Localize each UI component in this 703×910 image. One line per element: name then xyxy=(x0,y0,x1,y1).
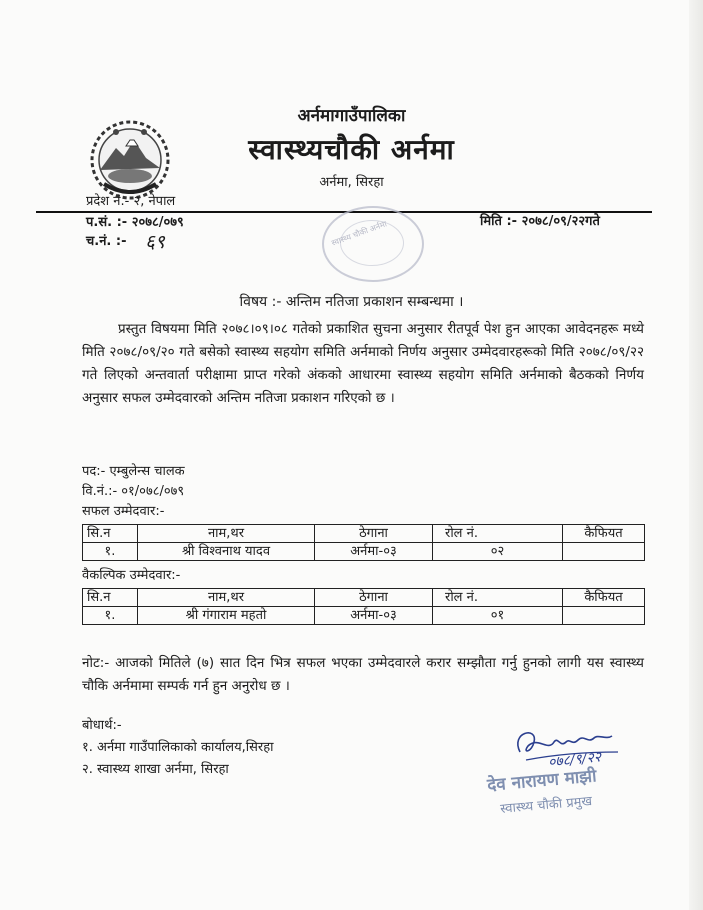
signatory-name-stamp: देव नारायण माझी xyxy=(486,766,598,796)
header-address: ठेगाना xyxy=(315,525,433,543)
office-address: अर्नमा, सिरहा xyxy=(319,175,384,190)
header-remarks: कैफियत xyxy=(563,589,645,607)
alternate-candidates-table xyxy=(82,588,645,625)
signature-date: ०७८/९/२२ xyxy=(547,749,602,771)
province-line: प्रदेश नं.- २, नेपाल xyxy=(86,194,176,209)
header-address: ठेगाना xyxy=(315,589,433,607)
table-row xyxy=(83,543,645,561)
reference-number: प.सं. :- २०७८/०७९ xyxy=(86,215,184,230)
cell-roll: ०१ xyxy=(433,607,563,625)
municipality-name: अर्नमागाउँपालिका xyxy=(297,106,406,126)
header-roll: रोल नं. xyxy=(433,525,563,543)
cell-remarks xyxy=(563,543,645,561)
dispatch-label: च.नं. :- xyxy=(86,234,127,249)
cc-title: बोधार्थ:- xyxy=(82,718,122,733)
cell-sn: १. xyxy=(83,607,138,625)
table-header-row xyxy=(83,525,645,543)
table-row xyxy=(83,607,645,625)
header-name: नाम,थर xyxy=(138,525,315,543)
cell-address: अर्नमा-०३ xyxy=(315,543,433,561)
alternate-candidates-label: वैकल्पिक उम्मेदवार:- xyxy=(82,568,181,583)
header-roll: रोल नं. xyxy=(433,589,563,607)
note-paragraph: नोट:- आजको मितिले (७) सात दिन भित्र सफल भएका उम्मेदवारले करार सम्झौता गर्नु हुनको लागी यस स्वास्थ्य चौकि अर्नमामा सम्पर्क गर्न हुन अनुरोध छ । xyxy=(82,655,644,694)
cell-roll: ०२ xyxy=(433,543,563,561)
cc-item: १. अर्नमा गाउँपालिकाको कार्यालय,सिरहा xyxy=(82,740,274,755)
signatory-designation-stamp: स्वास्थ्य चौकी प्रमुख xyxy=(499,794,593,817)
success-candidates-label: सफल उम्मेदवार:- xyxy=(82,504,165,519)
cell-address: अर्नमा-०३ xyxy=(315,607,433,625)
header-remarks: कैफियत xyxy=(563,525,645,543)
cell-name: श्री गंगाराम महतो xyxy=(138,607,315,625)
letter-date: मिति :- २०७८/०९/२२गते xyxy=(480,214,600,229)
notice-number: वि.नं.:- ०१/०७८/०७९ xyxy=(82,484,185,499)
body-paragraph: प्रस्तुत विषयमा मिति २०७८।०९।०८ गतेको प्रकाशित सुचना अनुसार रीतपूर्व पेश हुन आएका आवेदनहरू मध्ये मिति २०७८/०९/२० गते बसेको स्वास्थ्य सहयोग समिति अर्नमाको निर्णय अनुसार उम्मेदवारहरूको मिति २०७८/०९/२२ गते लिएको अन्तवार्ता परीक्षामा प्राप्त गरेको अंकको आधारमा स्वास्थ्य सहयोग समिति अर्नमाको बैठकको निर्णय अनुसार सफल उम्मेदवारको अन्तिम नतिजा प्रकाशन गरिएको छ । xyxy=(82,321,644,406)
success-candidates-table xyxy=(82,524,645,561)
cell-remarks xyxy=(563,607,645,625)
office-stamp-text: स्वास्थ्य चौकी अर्नमा xyxy=(330,219,388,248)
subject-line: विषय :- अन्तिम नतिजा प्रकाशन सम्बन्धमा । xyxy=(239,294,464,310)
cc-item: २. स्वास्थ्य शाखा अर्नमा, सिरहा xyxy=(82,762,229,777)
header-sn: सि.न xyxy=(83,525,138,543)
header-name: नाम,थर xyxy=(138,589,315,607)
post-title: पद:- एम्बुलेन्स चालक xyxy=(82,464,185,479)
office-name: स्वास्थ्यचौकी अर्नमा xyxy=(248,133,455,166)
dispatch-number: ६९ xyxy=(145,231,165,253)
cell-name: श्री विश्वनाथ यादव xyxy=(138,543,315,561)
cell-sn: १. xyxy=(83,543,138,561)
header-sn: सि.न xyxy=(83,589,138,607)
table-header-row xyxy=(83,589,645,607)
